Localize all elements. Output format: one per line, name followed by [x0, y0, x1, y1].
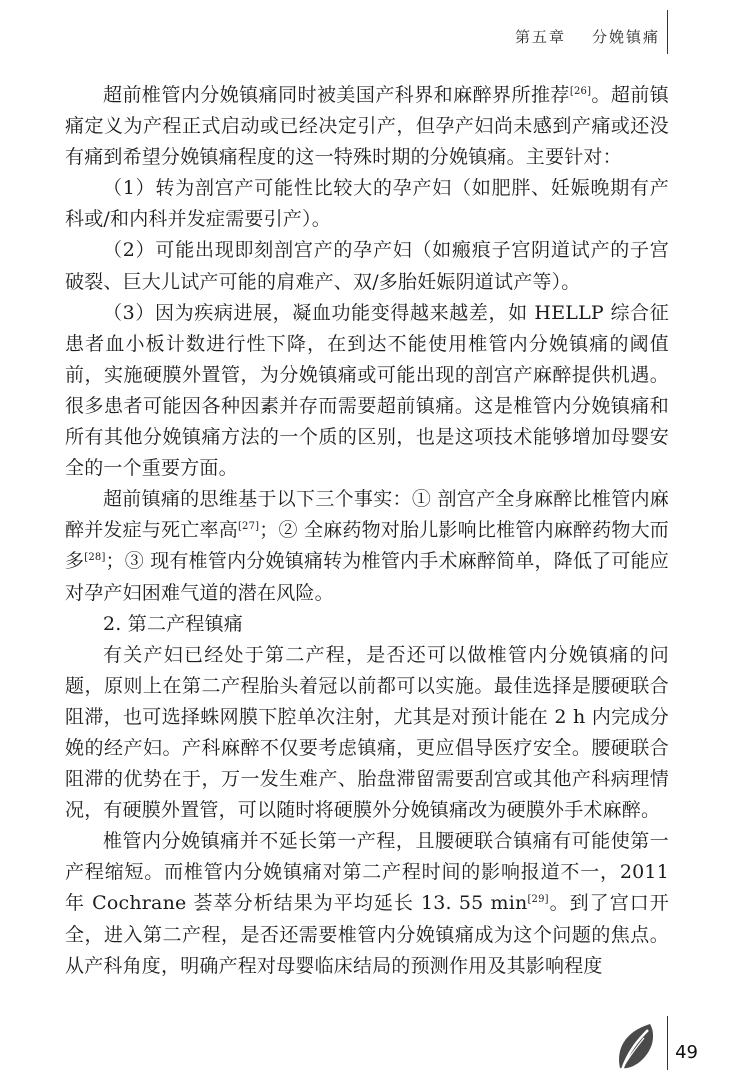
citation-26: [26] [569, 86, 592, 97]
list-item-3: （3）因为疾病进展，凝血功能变得越来越差，如 HELLP 综合征患者血小板计数进行性下降，在到达不能使用椎管内分娩镇痛的阈值前，实施硬膜外置管，为分娩镇痛或可能出现的剖宫产麻醉提供机遇。很多患者可能因各种因素并存而需要超前镇痛。这是椎管内分娩镇痛和所有其他分娩镇痛方法的一个质的区别，也是这项技术能够增加母婴安全的一个重要方面。 [65, 301, 669, 480]
paragraph-three-facts: 超前镇痛的思维基于以下三个事实：① 剖宫产全身麻醉比椎管内麻醉并发症与死亡率高[27]；② 全麻药物对胎儿影响比椎管内麻醉药物大而多[28]；③ 现有椎管内分娩镇痛转为椎管内手术麻醉简单，降低了可能应对孕产妇困难气道的潜在风险。 [65, 488, 669, 604]
paragraph-preemptive-intro: 超前椎管内分娩镇痛同时被美国产科界和麻醉界所推荐[26]。超前镇痛定义为产程正式启动或已经决定引产，但孕产妇尚未感到产痛或还没有痛到希望分娩镇痛程度的这一特殊时期的分娩镇痛。主要针对： [65, 84, 669, 169]
citation-27: [27] [237, 521, 260, 533]
chapter-title: 分娩镇痛 [591, 28, 660, 46]
body-text [65, 80, 669, 982]
section-heading: 2. 第二产程镇痛 [103, 612, 243, 635]
footer-rule [667, 1016, 669, 1070]
citation-28: [28] [84, 552, 106, 564]
chapter-label: 第五章 [514, 28, 566, 46]
paragraph-first-stage: 椎管内分娩镇痛并不延长第一产程，且腰硬联合镇痛有可能使第一产程缩短。而椎管内分娩镇痛对第二产程时间的影响报道不一，2011 年 Cochrane 荟萃分析结果为平均延长 13. 55 min[29]。到了宫口开全，进入第二产程，是否还需要椎管内分娩镇痛成为这个问题的焦点。从产科角度，明确产程对母婴临床结局的预测作用及其影响程度 [65, 830, 669, 977]
citation-29: [29] [527, 894, 549, 906]
list-item-1: （1）转为剖宫产可能性比较大的孕产妇（如肥胖、妊娠晚期有产科或/和内科并发症需要引产）。 [65, 177, 669, 231]
list-item-2: （2）可能出现即刻剖宫产的孕产妇（如瘢痕子宫阴道试产的子宫破裂、巨大儿试产可能的肩难产、双/多胎妊娠阴道试产等）。 [65, 239, 669, 293]
header-rule [667, 10, 669, 54]
page-number: 49 [675, 1042, 698, 1063]
paragraph-second-stage: 有关产妇已经处于第二产程，是否还可以做椎管内分娩镇痛的问题，原则上在第二产程胎头着冠以前都可以实施。最佳选择是腰硬联合阻滞，也可选择蛛网膜下腔单次注射，尤其是对预计能在 2 h 内完成分娩的经产妇。产科麻醉不仅要考虑镇痛，更应倡导医疗安全。腰硬联合阻滞的优势在于，万一发生难产、胎盘滞留需要刮宫或其他产科病理情况，有硬膜外置管，可以随时将硬膜外分娩镇痛改为硬膜外手术麻醉。 [65, 643, 669, 822]
leaf-icon [614, 1022, 656, 1076]
running-header [515, 26, 660, 47]
